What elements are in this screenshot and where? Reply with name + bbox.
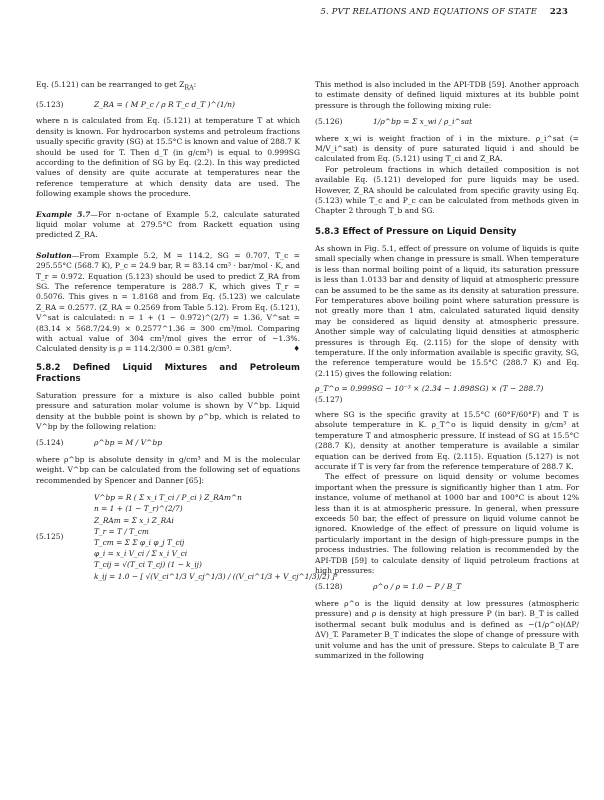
eq-line: V^bp = R ( Σ x_i T_ci / P_ci ) Z_RAm^n [94, 493, 242, 503]
eq-body: 1/ρ^bp = Σ x_wi / ρ_i^sat [373, 117, 473, 127]
eq-body [94, 492, 338, 582]
eq-line: Z_RAm = Σ x_i Z_RAi [94, 515, 174, 525]
eq-body: Z_RA = ( M P_c / ρ R T_c d_T )^(1/n) [94, 99, 235, 109]
end-example-icon: ♦ [293, 344, 300, 354]
eq-number: (5.123) [36, 99, 64, 109]
equation-5-127 [315, 384, 579, 405]
eq-number: (5.126) [315, 117, 343, 127]
section-heading-5-8-3: 5.8.3 Effect of Pressure on Liquid Density [315, 226, 517, 237]
paragraph: As shown in Fig. 5.1, effect of pressure on volume of liquids is quite small specially when change in pressure is small. When temperature is less than normal boiling point of a liquid, its saturation pressure is less than 1.0133 bar and density of liquid at atmospheric pressure can be assumed to be the same as its density at saturation pressure. For temperatures above boiling point where saturation pressure is not greatly more than 1 atm, calculated saturated liquid density may be considered as liquid density at atmospheric pressure. Another simple way of calculating liquid densities at atmospheric pressures is through Eq. (2.115) for the slope of density with temperature. If the only information available is specific gravity, SG, the reference temperature would be 15.5°C (288.7 K) and Eq. (2.115) gives the following relation: [315, 243, 579, 378]
eq-body: ρ_T^o = 0.999SG − 10⁻³ × (2.34 − 1.898SG) × (T − 288.7) [315, 384, 544, 394]
paragraph: The effect of pressure on liquid density or volume becomes important when the pressure is significantly higher than 1 atm. For instance, volume of methanol at 1000 bar and 100°C is about 12% less than it is at atmospheric pressure. In general, when pressure exceeds 50 bar, the effect of pressure on liquid volume cannot be ignored. Knowledge of the effect of pressure on liquid volume is particularly important in the design of high-pressure pumps in the process industries. The following relation is recommended by the API-TDB [59] to calculate density of liquid petroleum fractions at high pressures: [315, 472, 579, 576]
section-heading-5-8-2: 5.8.2 Defined Liquid Mixtures and Petroleum Fractions [36, 362, 300, 384]
paragraph: This method is also included in the API-TDB [59]. Another approach to estimate density of defined liquid mixtures at its bubble point pressure is through the following mixing rule: [315, 80, 579, 110]
eq-line: φ_i = x_i V_ci / Σ x_i V_ci [94, 549, 188, 559]
eq-number: (5.127) [315, 394, 343, 404]
paragraph: where ρ^bp is absolute density in g/cm³ and M is the molecular weight. V^bp can be calculated from the following set of equations recommended by Spencer and Danner [65]: [36, 454, 300, 485]
page-number: 223 [549, 6, 568, 16]
paragraph: where SG is the specific gravity at 15.5°C (60°F/60°F) and T is absolute temperature in K. ρ_T^o is liquid density in g/cm³ at temperature T and atmospheric pressure. If instead of SG at 15.5°C (288.7 K), density at another temperature is available a similar equation can be derived from Eq. (2.115). Equation (5.127) is not accurate if T is very far from the reference temperature of 288.7 K. [315, 409, 579, 471]
paragraph: Saturation pressure for a mixture is also called bubble point pressure and saturation molar volume is shown by V^bp. Liquid density at the bubble point is shown by ρ^bp, which is related to V^bp by the following relation: [36, 390, 300, 432]
eq-body: ρ^o / ρ = 1.0 − P / B_T [373, 582, 462, 592]
eq-line: T_cm = Σ Σ φ_i φ_j T_cij [94, 537, 185, 547]
equation-5-124 [36, 438, 300, 448]
paragraph: where ρ^o is the liquid density at low pressures (atmospheric pressure) and ρ is density at high pressure P (in bar). B_T is called isothermal secant bulk modulus and is defined as −(1/ρ^o)(ΔP/ΔV)_T. Parameter B_T indicates the slope of change of pressure with unit volume and has the unit of pressure. Steps to calculate B_T are summarized in the following [315, 598, 579, 660]
right-column [315, 80, 579, 661]
eq-line: n = 1 + (1 − T_r)^(2/7) [94, 504, 183, 514]
example-5-7: Example 5.7—For n-octane of Example 5.2, calculate saturated liquid molar volume at 279.5°C from Rackett equation using predicted Z_RA. [36, 209, 300, 240]
eq-body: ρ^bp = M / V^bp [94, 438, 163, 448]
eq-line: T_r = T / T_cm [94, 526, 149, 536]
eq-line: T_cij = √(T_ci T_cj) (1 − k_ij) [94, 560, 202, 570]
eq-number: (5.125) [36, 531, 64, 541]
paragraph: For petroleum fractions in which detailed composition is not available Eq. (5.121) developed for pure liquids may be used. However, Z_RA should be calculated from specific gravity using Eq. (5.123) while T_c and P_c can be calculated from methods given in Chapter 2 through T_b and SG. [315, 164, 579, 216]
equation-5-123 [36, 100, 300, 110]
eq-number: (5.128) [315, 582, 343, 592]
solution: Solution—From Example 5.2, M = 114.2, SG = 0.707, T_c = 295.55°C (568.7 K), P_c = 24.9 bar, R = 83.14 cm³ · bar/mol · K, and T_r = 0.972. Equation (5.123) should be used to predict Z_RA from SG. The reference temperature is 288.7 K, which gives T_r = 0.5076. This gives n = 1.8168 and from Eq. (5.123) we calculate Z_RA = 0.2577. (Z_RA = 0.2569 from Table 5.12). From Eq. (5.121), V^sat is calculated: n = 1 + (1 − 0.972)^(2/7) = 1.36, V^sat = (83.14 × 568.7/24.9) × 0.2577^1.36 = 300 cm³/mol. Comparing with actual value of 304 cm³/mol gives the error of −1.3%. Calculated density is ρ = 114.2/300 = 0.381 g/cm³. ♦ [36, 250, 300, 354]
equation-5-125 [36, 492, 338, 582]
running-header [36, 6, 568, 20]
eq-line: k_ij = 1.0 − [ √(V_ci^1/3 V_cj^1/3) / ((V_ci^1/3 + V_cj^1/3)/2) ]³ [94, 571, 338, 581]
paragraph: where x_wi is weight fraction of i in the mixture. ρ_i^sat (= M/V_i^sat) is density of pure saturated liquid i and should be calculated from Eq. (5.121) using T_ci and Z_RA. [315, 133, 579, 164]
equation-5-128 [315, 582, 579, 592]
intro-text: Eq. (5.121) can be rearranged to get $Z_{RA}$: [36, 80, 197, 92]
running-title: 5. PVT RELATIONS AND EQUATIONS OF STATE [320, 6, 538, 16]
paragraph: where n is calculated from Eq. (5.121) at temperature T at which density is known. For hydrocarbon systems and petroleum fractions usually specific gravity (SG) at 15.5°C is known and value of 288.7 K should be used for T. Then d_T (in g/cm³) is equal to 0.999SG according to the definition of SG by Eq. (2.2). In this way predicted values of density are quite accurate at temperatures near the reference temperature at which density data are used. The following example shows the procedure. [36, 116, 300, 199]
eq-number: (5.124) [36, 438, 64, 448]
equation-5-126 [315, 117, 579, 127]
